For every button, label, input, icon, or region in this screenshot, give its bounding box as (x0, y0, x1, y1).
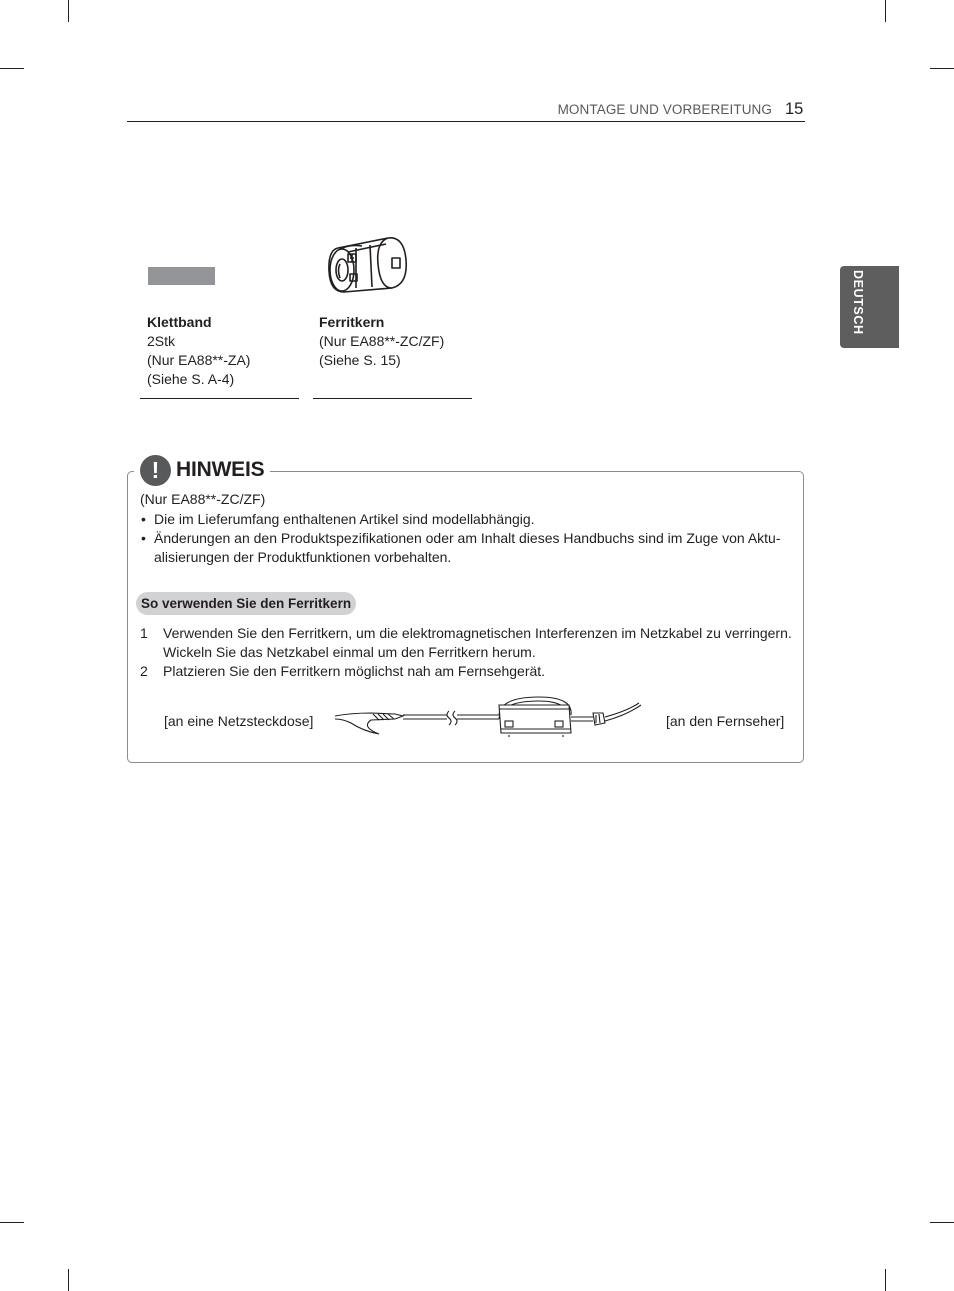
accessory-ferrite (319, 313, 444, 370)
note-bullet: Änderungen an den Produktspezifikationen oder am Inhalt dieses Handbuchs sind im Zuge von Aktu- (154, 530, 781, 546)
step-text: Platzieren Sie den Ferritkern möglichst nah am Fernsehgerät. (163, 663, 546, 679)
accessory-velcro (147, 313, 250, 389)
crop-mark (68, 0, 69, 22)
diagram-label-outlet: [an eine Netzsteckdose] (164, 713, 314, 729)
bullet-marker: • (141, 530, 146, 546)
crop-mark (930, 1222, 954, 1223)
ferrite-cable-diagram (333, 693, 645, 743)
note-header (134, 453, 270, 487)
crop-mark (0, 68, 24, 69)
ferrite-core-icon (326, 234, 410, 296)
accessory-rule (140, 398, 299, 399)
crop-mark (885, 0, 886, 22)
crop-mark (885, 1269, 886, 1291)
diagram-label-tv: [an den Fernseher] (666, 713, 785, 729)
step-number: 2 (140, 663, 148, 679)
accessory-detail: (Siehe S. A-4) (147, 371, 235, 387)
page-number: 15 (785, 100, 804, 118)
note-bullet: Die im Lieferumfang enthaltenen Artikel sind modellabhängig. (154, 511, 535, 527)
section-title: MONTAGE UND VORBEREITUNG (557, 102, 772, 117)
ferrite-usage-heading: So verwenden Sie den Ferritkern (136, 592, 356, 615)
crop-mark (930, 68, 954, 69)
accessory-rule (313, 398, 472, 399)
language-tab-label: DEUTSCH (851, 270, 865, 335)
note-title: HINWEIS (176, 458, 265, 481)
accessory-detail: (Nur EA88**-ZA) (147, 352, 251, 368)
step-number: 1 (140, 625, 148, 641)
velcro-strap-image (148, 267, 215, 285)
crop-mark (0, 1222, 24, 1223)
accessory-detail: (Siehe S. 15) (319, 352, 401, 368)
accessory-detail: (Nur EA88**-ZC/ZF) (319, 333, 445, 349)
header-rule (127, 121, 805, 122)
accessory-name: Klettband (147, 314, 212, 330)
step-text: Wickeln Sie das Netzkabel einmal um den Ferritkern herum. (163, 644, 536, 660)
bullet-marker: • (141, 511, 146, 527)
language-tab (840, 266, 899, 348)
note-bullet-continued: alisierungen der Produktfunktionen vorbehalten. (154, 549, 452, 565)
exclamation-icon: ! (140, 455, 171, 486)
step-text: Verwenden Sie den Ferritkern, um die elektromagnetischen Interferenzen im Netzkabel zu verringern. (163, 625, 792, 641)
crop-mark (68, 1269, 69, 1291)
accessory-name: Ferritkern (319, 314, 385, 330)
note-model-scope: (Nur EA88**-ZC/ZF) (140, 491, 266, 507)
accessory-detail: 2Stk (147, 333, 176, 349)
